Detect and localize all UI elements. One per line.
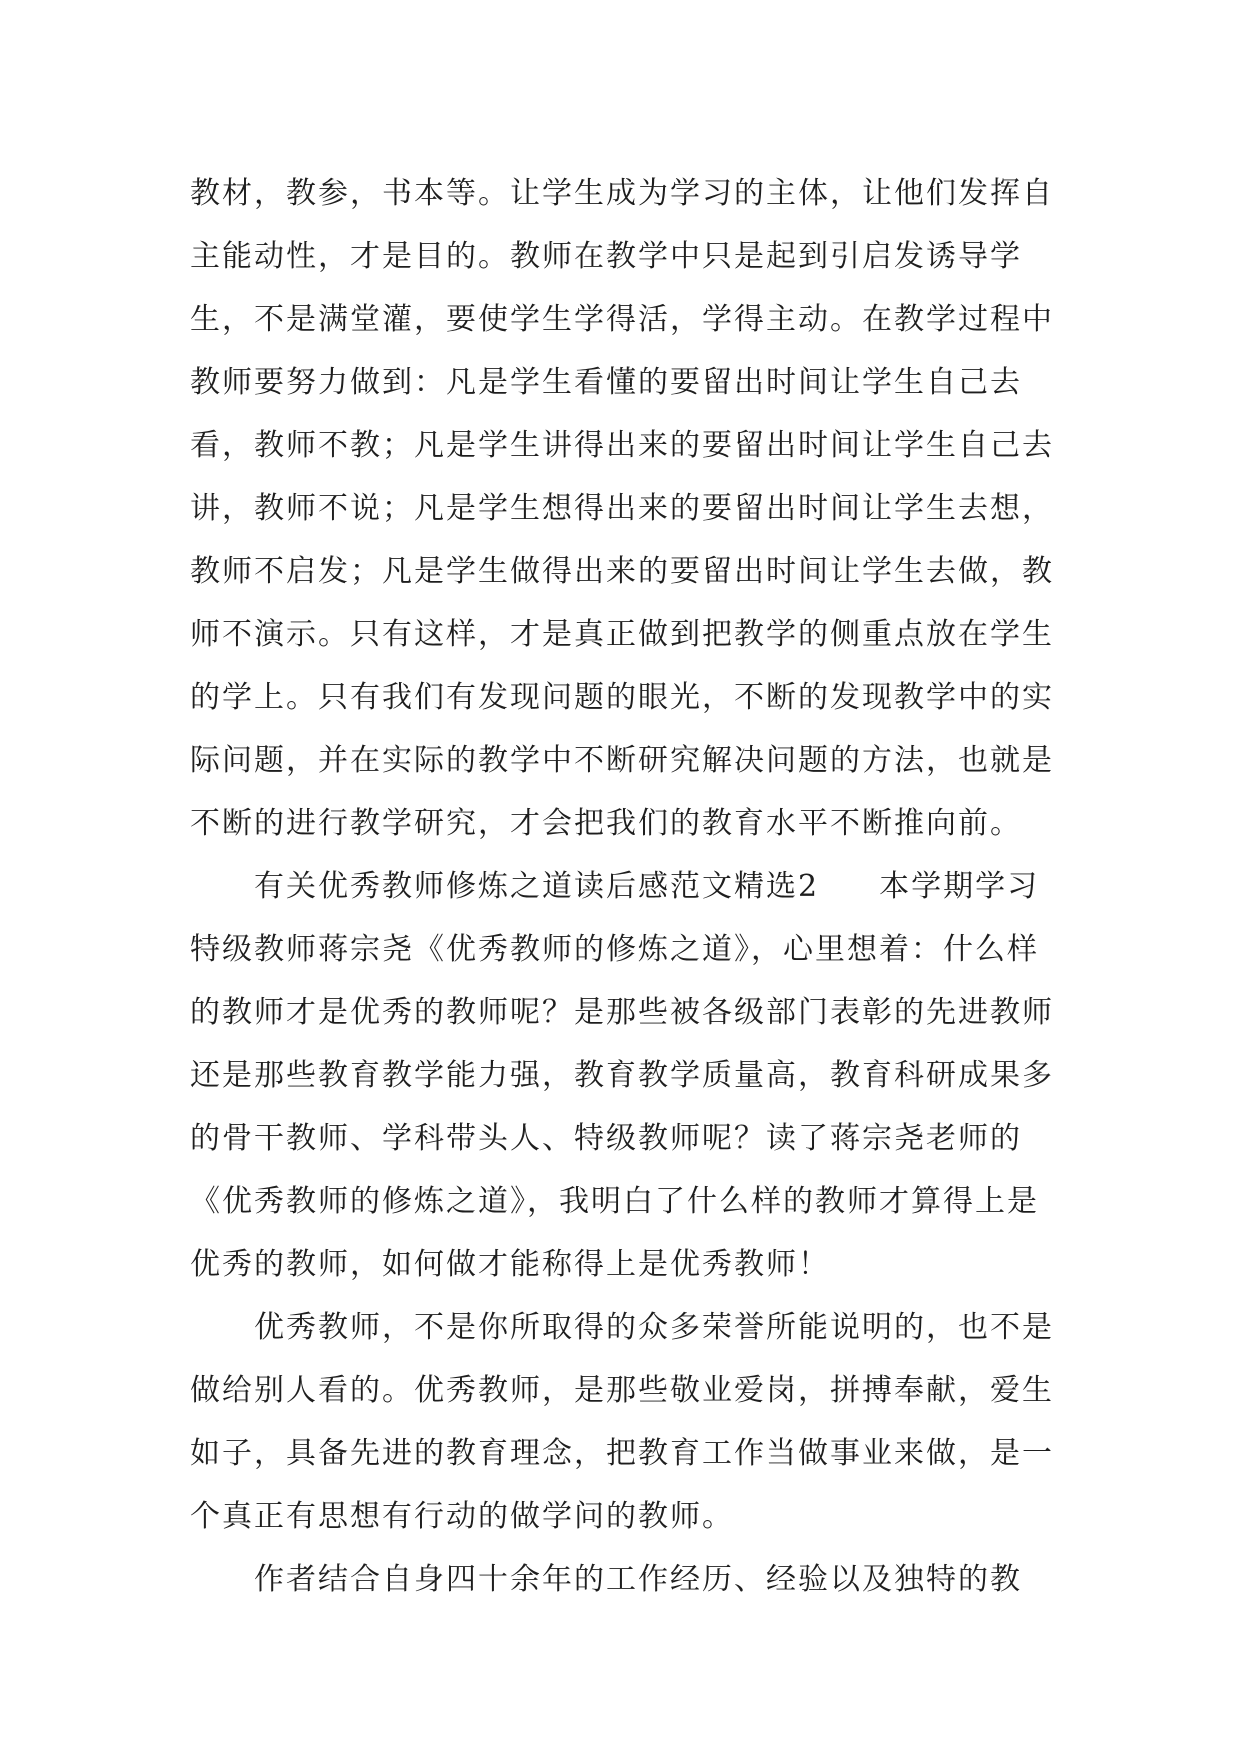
essay-title: 有关优秀教师修炼之道读后感范文精选2: [254, 869, 820, 904]
paragraph-author: 作者结合自身四十余年的工作经历、经验以及独特的教: [254, 1562, 1022, 1597]
paragraph-definition: 优秀教师，不是你所取得的众多荣誉所能说明的，也不是做给别人看的。优秀教师，是那些敬业爱岗，拼搏奉献，爱生如子，具备先进的教育理念，把教育工作当做事业来做，是一个真正有思想有行动的做学问的教师。: [190, 1310, 1054, 1534]
paragraph-essay-2: [190, 855, 1070, 1296]
paragraph-continuation: 教材，教参，书本等。让学生成为学习的主体，让他们发挥自主能动性，才是目的。教师在教学中只是起到引启发诱导学生，不是满堂灌，要使学生学得活，学得主动。在教学过程中教师要努力做到：凡是学生看懂的要留出时间让学生自己去看，教师不教；凡是学生讲得出来的要留出时间让学生自己去讲，教师不说；凡是学生想得出来的要留出时间让学生去想，教师不启发；凡是学生做得出来的要留出时间让学生去做，教师不演示。只有这样，才是真正做到把教学的侧重点放在学生的学上。只有我们有发现问题的眼光，不断的发现教学中的实际问题，并在实际的教学中不断研究解决问题的方法，也就是不断的进行教学研究，才会把我们的教育水平不断推向前。: [190, 176, 1054, 841]
document-body: [190, 162, 1070, 1611]
paragraph-text: 本学期学习特级教师蒋宗尧《优秀教师的修炼之道》，心里想着：什么样的教师才是优秀的教师呢？是那些被各级部门表彰的先进教师还是那些教育教学能力强，教育教学质量高，教育科研成果多的骨干教师、学科带头人、特级教师呢？读了蒋宗尧老师的《优秀教师的修炼之道》，我明白了什么样的教师才算得上是优秀的教师，如何做才能称得上是优秀教师！: [190, 869, 1054, 1282]
